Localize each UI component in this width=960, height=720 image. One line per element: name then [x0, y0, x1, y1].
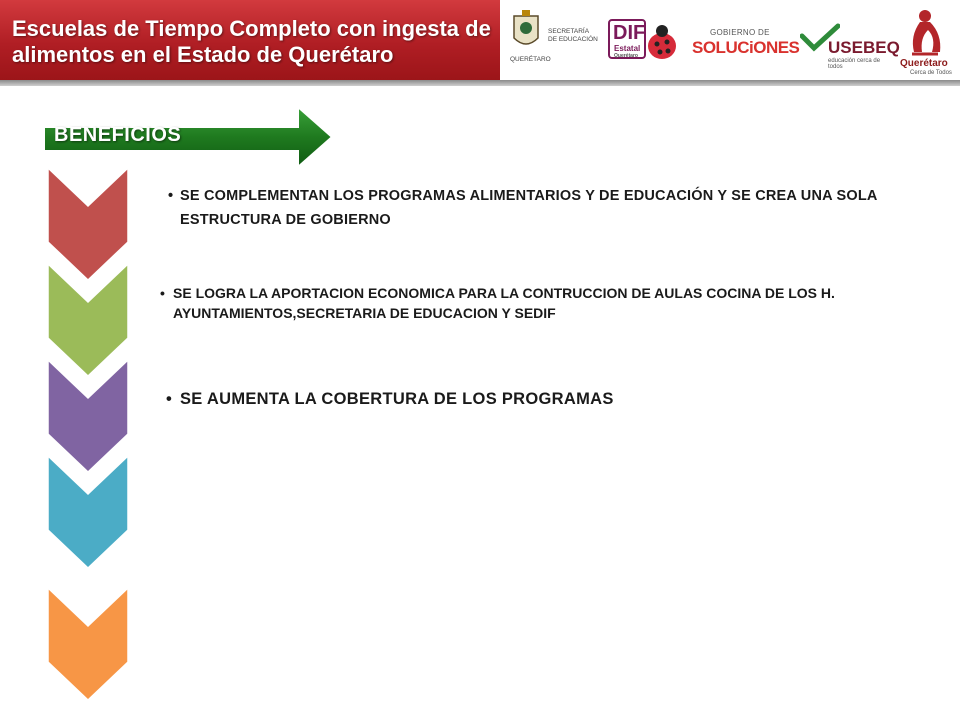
chevron-shape-5	[48, 588, 128, 700]
bullet-dot-icon: •	[168, 188, 174, 204]
dif-sub-2: Querétaro	[614, 53, 638, 59]
soluciones-top: GOBIERNO DE	[710, 28, 770, 37]
bullet-text-1: SE COMPLEMENTAN LOS PROGRAMAS ALIMENTARIOS Y DE EDUCACIÓN Y SE CREA UNA SOLA ESTRUCTURA DE GOBIERNO	[180, 188, 878, 228]
dif-sub-1: Estatal	[614, 44, 641, 53]
section-label: BENEFICIOS	[54, 124, 182, 146]
dif-title: DIF	[613, 22, 646, 44]
bullet-item-3	[166, 388, 886, 410]
bullet-item-1	[168, 184, 888, 232]
usebeq-main: USEBEQ	[828, 38, 900, 57]
bullet-item-2	[160, 283, 900, 323]
page-title: Escuelas de Tiempo Completo con ingesta de alimentos en el Estado de Querétaro	[12, 16, 491, 67]
bullet-dot-icon: •	[166, 390, 173, 408]
bullet-text-2: SE LOGRA LA APORTACION ECONOMICA PARA LA CONTRUCCION DE AULAS COCINA DE LOS H. AYUNTAMIENTOS,SECRETARIA DE EDUCACION Y SEDIF	[173, 285, 835, 321]
chevron-shape-1	[48, 168, 128, 280]
bullet-dot-icon: •	[160, 285, 165, 301]
secretaria-line-2: DE EDUCACIÓN	[548, 36, 598, 43]
secretaria-line-1: SECRETARÍA	[548, 28, 590, 35]
soluciones-main: SOLUCiONES	[692, 38, 800, 57]
usebeq-sub: educación cerca de todos	[828, 58, 881, 70]
bullet-text-3: SE AUMENTA LA COBERTURA DE LOS PROGRAMAS	[180, 390, 614, 408]
queretaro-main: Querétaro	[900, 58, 948, 69]
queretaro-sub: Cerca de Todos	[910, 70, 952, 76]
seal-caption: QUERÉTARO	[510, 56, 551, 63]
